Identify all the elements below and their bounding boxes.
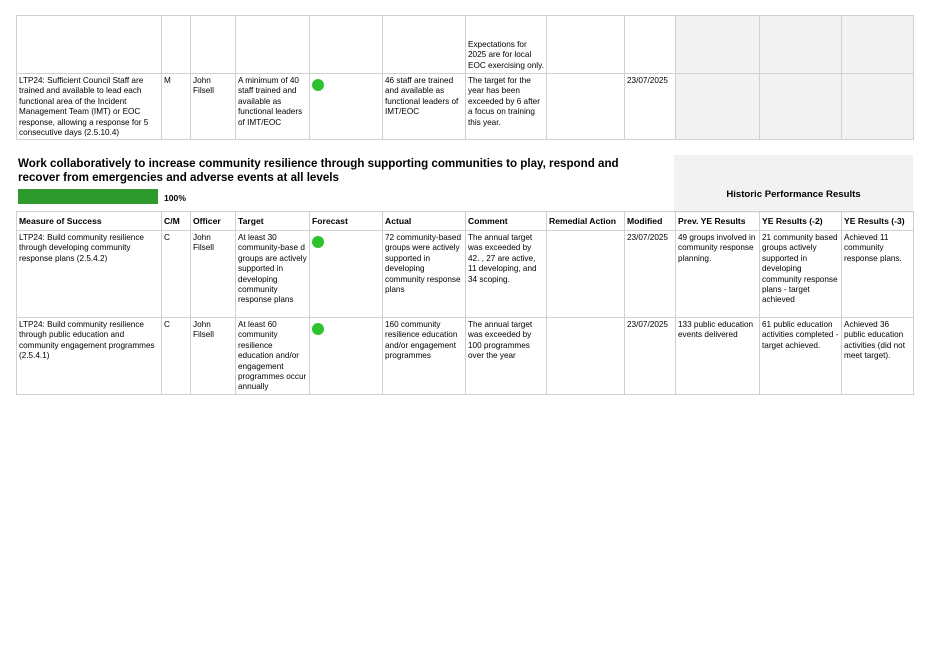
header-officer: Officer (191, 212, 236, 231)
ye3-results-cell (842, 16, 914, 74)
remedial-cell (547, 231, 625, 318)
actual-cell: 46 staff are trained and available as functional leaders of IMT/EOC (383, 74, 466, 140)
forecast-status-dot (312, 323, 324, 335)
ye3-results-cell (842, 74, 914, 140)
header-cm: C/M (162, 212, 191, 231)
prev-results-cell (676, 74, 760, 140)
officer-cell: John Filsell (191, 74, 236, 140)
forecast-status-dot (312, 236, 324, 248)
header-comment: Comment (466, 212, 547, 231)
ye2-results-cell: 21 community based groups actively supported in developing community response plans - target achieved (760, 231, 842, 318)
target-cell: At least 60 community resilience education and/or engagement programmes occur annually (236, 318, 310, 395)
section-title: Work collaboratively to increase community resilience through supporting communities to play, respond and recover from emergencies and adverse events at all levels (18, 157, 619, 184)
measure-cell: LTP24: Build community resilience through developing community response plans (2.5.4.2) (17, 231, 162, 318)
actual-cell: 72 community-based groups were actively supported in developing community response plans (383, 231, 466, 318)
modified-cell: 23/07/2025 (625, 318, 676, 395)
measure-cell (17, 16, 162, 74)
previous-measures-table (16, 15, 914, 140)
prev-results-cell (676, 16, 760, 74)
comment-cell: Expectations for 2025 are for local EOC exercising only. (466, 16, 547, 74)
officer-cell: John Filsell (191, 231, 236, 318)
actual-cell (383, 16, 466, 74)
cm-cell: C (162, 231, 191, 318)
header-ye2-results: YE Results (-2) (760, 212, 842, 231)
forecast-cell (310, 231, 383, 318)
forecast-status-dot (312, 79, 324, 91)
forecast-cell (310, 318, 383, 395)
table-row (17, 231, 914, 318)
header-measure: Measure of Success (17, 212, 162, 231)
ye3-results-cell: Achieved 11 community response plans. (842, 231, 914, 318)
modified-cell: 23/07/2025 (625, 74, 676, 140)
table-row (17, 318, 914, 395)
cm-cell: C (162, 318, 191, 395)
table-row (17, 16, 914, 74)
progress-bar (18, 189, 158, 204)
measure-cell: LTP24: Build community resilience through public education and community engagement programmes (2.5.4.1) (17, 318, 162, 395)
target-cell (236, 16, 310, 74)
table-header-row (17, 212, 914, 231)
target-cell: A minimum of 40 staff trained and available as functional leaders of IMT/EOC (236, 74, 310, 140)
officer-cell: John Filsell (191, 318, 236, 395)
ye2-results-cell: 61 public education activities completed - target achieved. (760, 318, 842, 395)
header-forecast: Forecast (310, 212, 383, 231)
remedial-cell (547, 318, 625, 395)
actual-cell: 160 community resilience education and/or engagement programmes (383, 318, 466, 395)
ye3-results-cell: Achieved 36 public education activities (did not meet target). (842, 318, 914, 395)
header-ye3-results: YE Results (-3) (842, 212, 914, 231)
header-modified: Modified (625, 212, 676, 231)
historic-results-title: Historic Performance Results (726, 189, 861, 200)
target-cell: At least 30 community-base d groups are actively supported in developing community response plans (236, 231, 310, 318)
historic-results-panel (674, 155, 913, 213)
table-row (17, 74, 914, 140)
prev-results-cell: 133 public education events delivered (676, 318, 760, 395)
header-prev-results: Prev. YE Results (676, 212, 760, 231)
measure-cell: LTP24: Sufficient Council Staff are trained and available to lead each functional area of the Incident Management Team (IMT) or EOC response, allowing a response for 5 consecutive days (2.5.10.4) (17, 74, 162, 140)
cm-cell (162, 16, 191, 74)
comment-cell: The annual target was exceeded by 42. , 27 are active, 11 developing, and 34 scoping. (466, 231, 547, 318)
prev-results-cell: 49 groups involved in community response planning. (676, 231, 760, 318)
comment-cell: The annual target was exceeded by 100 programmes over the year (466, 318, 547, 395)
officer-cell (191, 16, 236, 74)
cm-cell: M (162, 74, 191, 140)
modified-cell: 23/07/2025 (625, 231, 676, 318)
modified-cell (625, 16, 676, 74)
forecast-cell (310, 16, 383, 74)
ye2-results-cell (760, 16, 842, 74)
header-target: Target (236, 212, 310, 231)
remedial-cell (547, 16, 625, 74)
measures-table (16, 211, 914, 395)
progress-fill (18, 189, 158, 204)
forecast-cell (310, 74, 383, 140)
ye2-results-cell (760, 74, 842, 140)
header-actual: Actual (383, 212, 466, 231)
header-remedial: Remedial Action (547, 212, 625, 231)
progress-label: 100% (164, 193, 186, 203)
comment-cell: The target for the year has been exceeded by 6 after a focus on training this year. (466, 74, 547, 140)
remedial-cell (547, 74, 625, 140)
